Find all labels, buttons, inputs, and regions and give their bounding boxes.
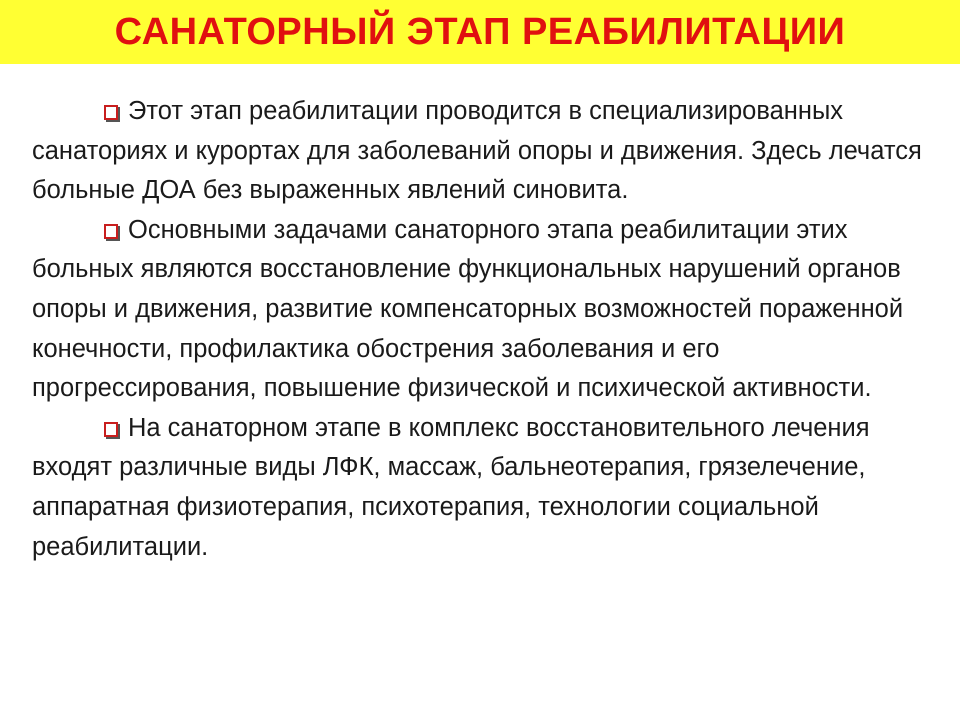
hollow-square-bullet-icon — [104, 422, 118, 437]
hollow-square-bullet-icon — [104, 224, 118, 239]
slide-content — [32, 92, 944, 567]
title-bar — [0, 0, 960, 64]
paragraph-text: Основными задачами санаторного этапа реабилитации этих больных являются восстановление функциональных нарушений органов опоры и движения, развитие компенсаторных возможностей пораженной конечности, профилактика обострения заболевания и его прогрессирования, повышение физической и психической активности. — [32, 215, 904, 403]
paragraph-1 — [32, 92, 944, 211]
paragraph-text: На санаторном этапе в комплекс восстановительного лечения входят различные виды ЛФК, массаж, бальнеотерапия, грязелечение, аппаратная физиотерапия, психотерапия, технологии социальной реабилитации. — [32, 413, 870, 561]
paragraph-2 — [32, 211, 944, 409]
hollow-square-bullet-icon — [104, 105, 118, 120]
paragraph-3 — [32, 409, 944, 567]
slide-title: САНАТОРНЫЙ ЭТАП РЕАБИЛИТАЦИИ — [114, 10, 846, 53]
paragraph-text: Этот этап реабилитации проводится в специализированных санаториях и курортах для заболеваний опоры и движения. Здесь лечатся больные ДОА без выраженных явлений синовита. — [32, 97, 922, 205]
